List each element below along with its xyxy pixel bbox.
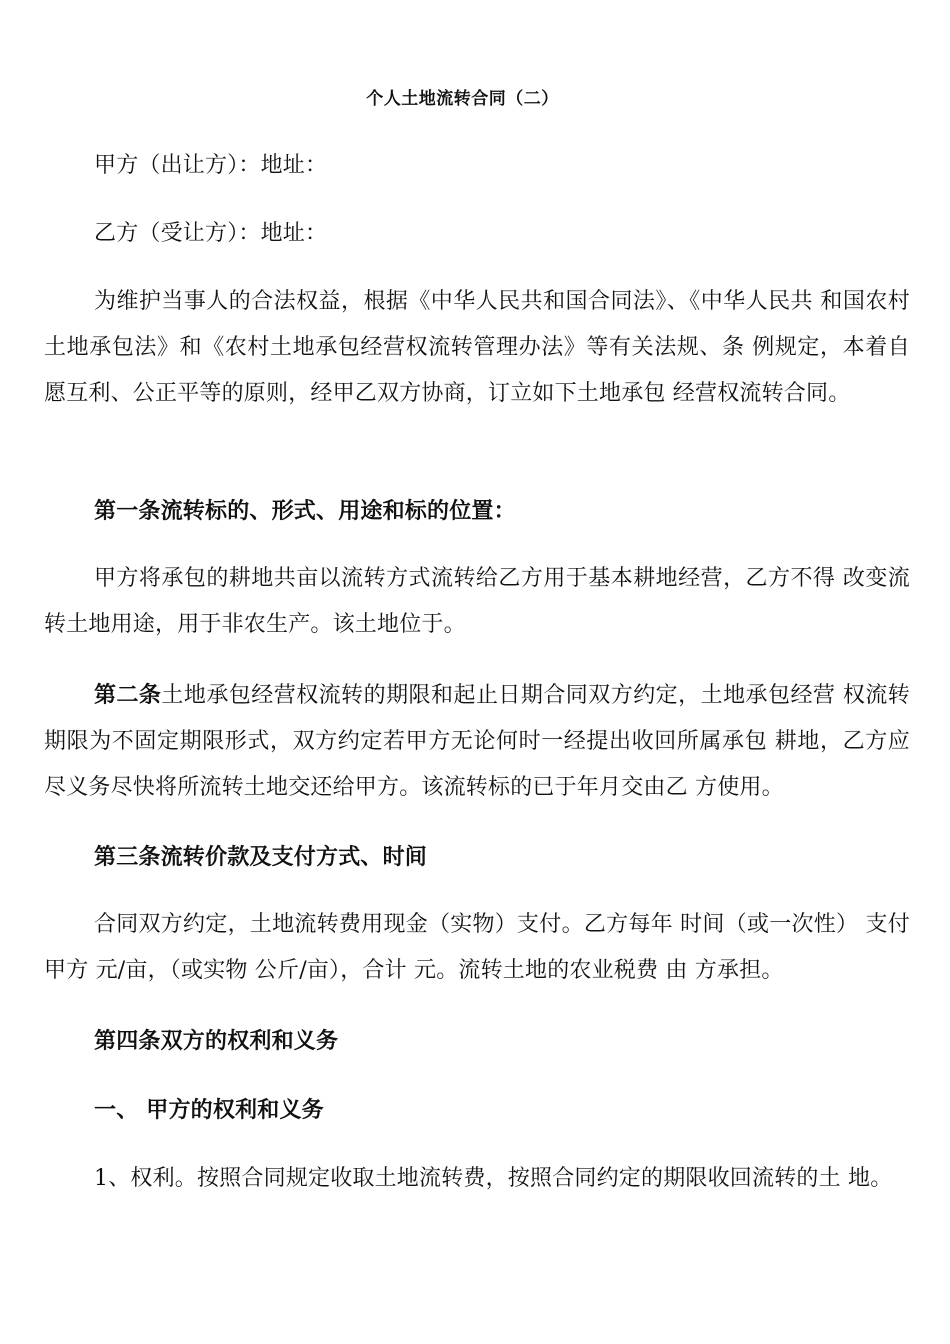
article-2-body: 土地承包经营权流转的期限和起止日期合同双方约定，土地承包经营 权流转期限为不固定期限形式，双方约定若甲方无论何时一经提出收回所属承包 耕地，乙方应尽义务尽快将所流转土地交还给甲方。该流转标的已于年月交由乙 方使用。: [44, 683, 910, 800]
party-a-line: 甲方（出让方）：地址：: [94, 153, 328, 178]
article-4-heading: 第四条双方的权利和义务: [94, 1028, 339, 1054]
party-b-line: 乙方（受让方）：地址：: [94, 221, 328, 246]
article-3-heading: 第三条流转价款及支付方式、时间: [94, 844, 428, 870]
article-2-label: 第二条: [94, 682, 162, 708]
article-1-body: 甲方将承包的耕地共亩以流转方式流转给乙方用于基本耕地经营，乙方不得 改变流转土地用途，用于非农生产。该土地位于。: [44, 566, 910, 637]
document-title: 个人土地流转合同（二）: [366, 89, 559, 109]
preamble-paragraph: 为维护当事人的合法权益，根据《中华人民共和国合同法》、《中华人民共 和国农村土地承包法》和《农村土地承包经营权流转管理办法》等有关法规、条 例规定，本着自愿互利、公正平等的原则，经甲乙双方协商，订立如下土地承包 经营权流转合同。: [44, 289, 910, 406]
article-1-heading: 第一条流转标的、形式、用途和标的位置：: [94, 498, 516, 524]
article-3-body: 合同双方约定，土地流转费用现金（实物）支付。乙方每年 时间（或一次性） 支付甲方 元/亩，（或实物 公斤/亩），合计 元。流转土地的农业税费 由 方承担。: [44, 912, 910, 983]
article-2-paragraph: [44, 672, 910, 811]
section-1-heading: 一、 甲方的权利和义务: [94, 1097, 324, 1123]
item-1-paragraph: 1、权利。按照合同规定收取土地流转费，按照合同约定的期限收回流转的土 地。: [94, 1166, 893, 1191]
